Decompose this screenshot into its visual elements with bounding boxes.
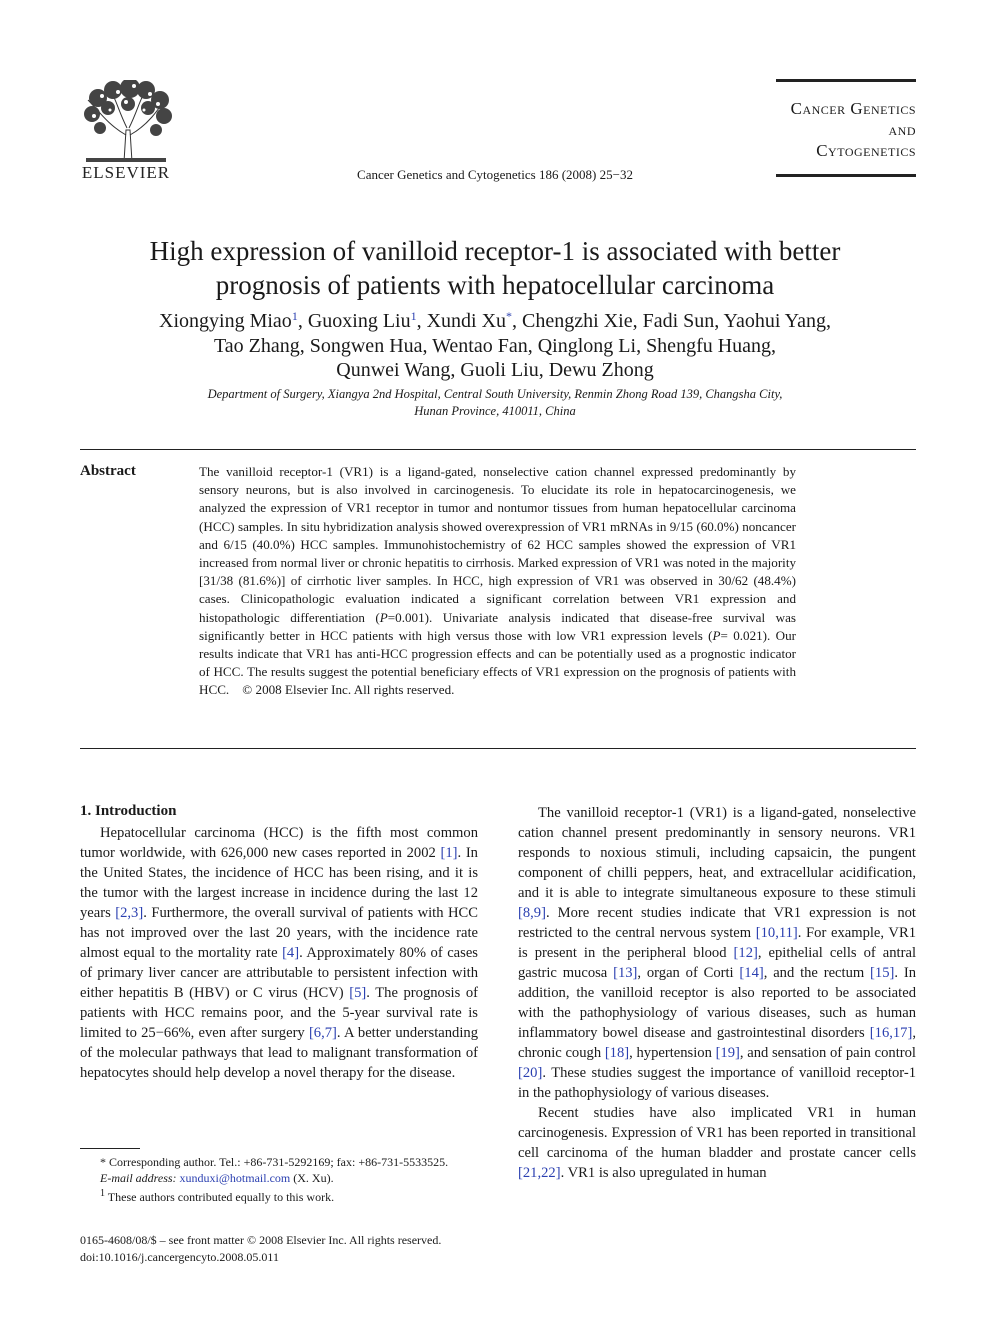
- copyright-block: [80, 1232, 441, 1266]
- intro-paragraph-1: [80, 823, 478, 1083]
- authors-rest: , Chengzhi Xie, Fadi Sun, Yaohui Yang,: [512, 310, 831, 332]
- citation-link[interactable]: [18]: [604, 1045, 630, 1061]
- text-run: , and sensation of pain control: [739, 1045, 916, 1061]
- citation-link[interactable]: [6,7]: [308, 1025, 337, 1041]
- author-1-note-link[interactable]: 1: [291, 309, 298, 323]
- footnote-rule: [80, 1148, 140, 1149]
- title-line1: High expression of vanilloid receptor-1 is associated with better: [149, 236, 841, 266]
- citation-link[interactable]: [10,11]: [755, 925, 798, 941]
- email-label: E-mail address:: [100, 1171, 177, 1185]
- equal-contribution-text: These authors contributed equally to this work.: [107, 1190, 335, 1204]
- abstract-part1: The vanilloid receptor-1 (VR1) is a ligand-gated, nonselective cation channel expressed predominantly by sensory neurons, but is also involved in carcinogenesis. To elucidate its role in hepatocarcinogenesis, we analyzed the expression of VR1 receptor in tumor and nontumor tissues from human hepatocellular carcinoma (HCC) samples. In situ hybridization analysis showed overexpression of VR1 mRNAs in 9/15 (60.0%) noncancer and 6/15 (40.0%) HCC samples. Immunohistochemistry of 62 HCC samples showed the expression of VR1 increased from normal liver or chronic hepatitis to cirrhosis. Marked expression of VR1 was noted in the majority [31/38 (81.6%)] of cirrhotic liver samples. In HCC, high expression of VR1 was observed in 30/62 (48.4%) cases. Clinicopathologic evaluation indicated a significant correlation between VR1 expression and histopathologic differentiation (: [199, 464, 796, 625]
- journal-name-line2: and: [888, 120, 916, 139]
- abstract-part3: = 0.021). Our results indicate that VR1 has anti-HCC progression effects and can be potentially used as a prognostic indicator of HCC. The results suggest the potential beneficiary effects of VR1 expression on the prognosis of patients with HCC.: [199, 627, 796, 698]
- footnotes: [80, 1154, 478, 1205]
- journal-name-line1: Cancer Genetics: [790, 99, 916, 118]
- citation-link[interactable]: [20]: [518, 1065, 543, 1081]
- masthead-rule-top: [776, 79, 916, 82]
- corresponding-author-link[interactable]: *: [506, 309, 513, 323]
- affiliation-line1: Department of Surgery, Xiangya 2nd Hospital, Central South University, Renmin Zhong Road 139, Changsha City,: [207, 387, 783, 401]
- abstract-p-symbol1: P: [379, 609, 388, 625]
- intro-paragraph-2: [518, 803, 916, 1103]
- title-line2: prognosis of patients with hepatocellular carcinoma: [215, 270, 775, 300]
- citation-link[interactable]: [2,3]: [115, 905, 144, 921]
- masthead-rule-bottom: [776, 174, 916, 177]
- corresponding-author-note: * Corresponding author. Tel.: +86-731-5292169; fax: +86-731-5533525.: [100, 1155, 449, 1169]
- authors-line2: Tao Zhang, Songwen Hua, Wentao Fan, Qinglong Li, Shengfu Huang,: [213, 334, 777, 357]
- text-run: , chronic cough: [518, 1025, 916, 1061]
- text-run: . Furthermore, the overall survival of patients with HCC has not improved over the last 20 years, with the incidence rate almost equal to the mortality rate: [80, 905, 478, 961]
- text-run: . In the United States, the incidence of HCC has been rising, and it is the tumor with the largest increase in incidence during the last 12 years: [80, 845, 478, 921]
- email-note: [80, 1170, 478, 1186]
- citation-link[interactable]: [5]: [349, 985, 367, 1001]
- publisher-name: ELSEVIER: [81, 163, 171, 182]
- abstract-heading: Abstract: [80, 463, 136, 479]
- text-run: . These studies suggest the importance of vanilloid receptor-1 in the pathophysiology of various diseases.: [518, 1065, 916, 1101]
- citation-link[interactable]: [16,17]: [869, 1025, 913, 1041]
- text-run: . A better understanding of the molecular pathways that lead to malignant transformation of hepatocytes should help develop a novel therapy for the disease.: [80, 1025, 478, 1081]
- author-2-note-link[interactable]: 1: [410, 309, 417, 323]
- text-run: . More recent studies indicate that VR1 expression is not restricted to the central nervous system: [518, 905, 916, 941]
- section-heading-introduction: 1. Introduction: [80, 803, 177, 819]
- citation-link[interactable]: [4]: [282, 945, 300, 961]
- text-run: , organ of Corti: [637, 965, 740, 981]
- abstract-rule-bottom: [80, 748, 916, 749]
- abstract-p-symbol2: P: [712, 627, 721, 643]
- author-list: [60, 309, 930, 383]
- citation-link[interactable]: [21,22]: [518, 1165, 561, 1181]
- citation-link[interactable]: [15]: [870, 965, 895, 981]
- citation-link[interactable]: [1]: [440, 845, 458, 861]
- left-column: [80, 823, 478, 1083]
- equal-contribution-mark: 1: [100, 1188, 105, 1199]
- abstract-rule-top: [80, 449, 916, 450]
- citation-link[interactable]: [19]: [715, 1045, 740, 1061]
- text-run: . In addition, the vanilloid receptor is also reported to be associated with the pathophysiology of various diseases, such as human inflammatory bowel disease and gastrointestinal disorders: [518, 965, 916, 1041]
- issn-line: 0165-4608/08/$ – see front matter © 2008 Elsevier Inc. All rights reserved.: [80, 1233, 442, 1247]
- text-run: . The prognosis of patients with HCC remains poor, and the 5-year survival rate is limited to 25−66%, even after surgery: [80, 985, 479, 1041]
- text-run: The vanilloid receptor-1 (VR1) is a ligand-gated, nonselective cation channel present predominantly in sensory neurons. VR1 responds to noxious stimuli, including capsaicin, the pungent component of chilli peppers, heat, and extracellular acidification, and it is able to integrate simultaneous exposure to these stimuli: [518, 805, 916, 901]
- text-run: . VR1 is also upregulated in human: [560, 1165, 767, 1181]
- article-title: [60, 234, 930, 302]
- abstract-text: [199, 463, 796, 700]
- affiliation: [150, 386, 840, 420]
- author-1: Xiongying Miao: [159, 310, 292, 332]
- citation-link[interactable]: [14]: [739, 965, 764, 981]
- journal-reference: Cancer Genetics and Cytogenetics 186 (2008) 25−32: [357, 167, 633, 182]
- intro-paragraph-3: [518, 1103, 916, 1183]
- right-column: [518, 803, 916, 1183]
- equal-contribution-note: [80, 1186, 478, 1205]
- journal-name-line3: Cytogenetics: [816, 141, 916, 160]
- doi-line: doi:10.1016/j.cancergencyto.2008.05.011: [80, 1250, 279, 1264]
- text-run: . For example, VR1 is present in the peripheral blood: [518, 925, 916, 961]
- text-run: , hypertension: [629, 1045, 716, 1061]
- journal-masthead: [776, 79, 916, 177]
- citation-link[interactable]: [13]: [613, 965, 638, 981]
- text-run: . Approximately 80% of cases of primary liver cancer are attributable to persistent infection with either hepatitis B (HBV) or C virus (HCV): [80, 945, 478, 1001]
- text-run: , epithelial cells of antral gastric mucosa: [518, 945, 916, 981]
- citation-link[interactable]: [8,9]: [518, 905, 546, 921]
- email-suffix: (X. Xu).: [290, 1171, 334, 1185]
- text-run: Hepatocellular carcinoma (HCC) is the fifth most common tumor worldwide, with 626,000 new cases reported in 2002: [80, 825, 478, 861]
- email-link[interactable]: xunduxi@hotmail.com: [179, 1171, 291, 1185]
- abstract-part2: =0.001). Univariate analysis indicated that disease-free survival was significantly better in HCC patients with high versus those with low VR1 expression levels (: [199, 609, 796, 643]
- authors-line3: Qunwei Wang, Guoli Liu, Dewu Zhong: [336, 359, 654, 381]
- affiliation-line2: Hunan Province, 410011, China: [414, 404, 576, 418]
- citation-link[interactable]: [12]: [733, 945, 758, 961]
- abstract-copyright: © 2008 Elsevier Inc. All rights reserved.: [242, 682, 455, 698]
- author-3: , Xundi Xu: [416, 310, 507, 332]
- author-2: , Guoxing Liu: [297, 310, 411, 332]
- text-run: , and the rectum: [763, 965, 871, 981]
- text-run: Recent studies have also implicated VR1 in human carcinogenesis. Expression of VR1 has been reported in transitional cell carcinoma of the human bladder and prostate cancer cells: [518, 1105, 916, 1161]
